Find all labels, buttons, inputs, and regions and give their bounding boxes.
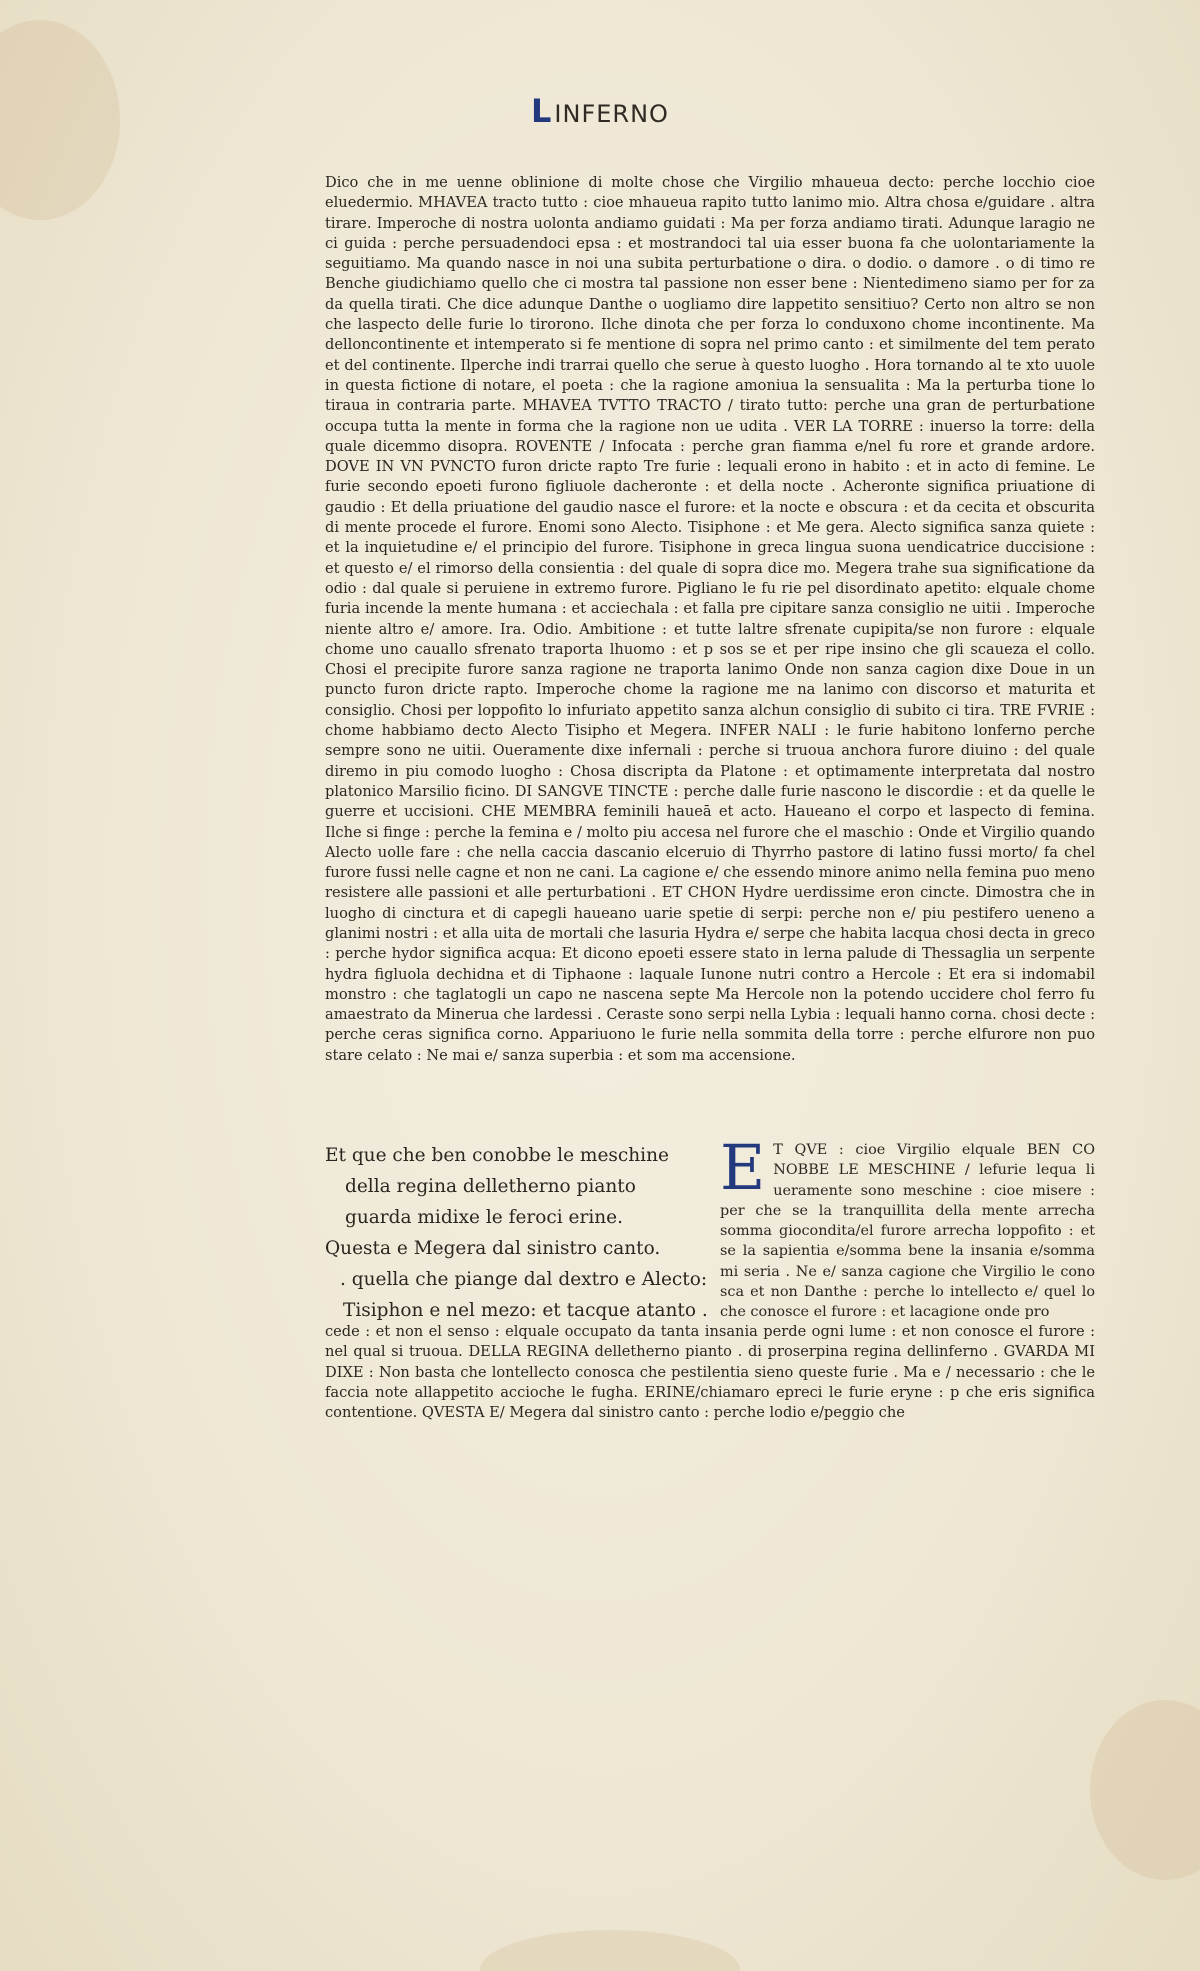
verse-line: della regina delletherno pianto bbox=[345, 1176, 636, 1197]
verse-line: Questa e Megera dal sinistro canto. bbox=[325, 1238, 661, 1259]
commentary-right-text: T QVE : cioe Virgilio elquale BEN CO NOBBE LE MESCHINE / lefurie lequa li ueramente sono meschine : cioe misere : per che se la tranquillita della mente arrecha somma giocondita/el furore arrecha loppofito : et se la sapientia e/somma bene la insania e/somma mi seria . Ne e/ sanza cagione che Virgilio le cono sca et non Danthe : perche lo intellecto e/ quel lo che conosce el furore : et lacagione onde pro bbox=[720, 1142, 1095, 1321]
header-title: INFERNO bbox=[554, 100, 669, 128]
header-initial: L bbox=[531, 92, 553, 130]
verse-line: Et que che ben conobbe le meschine bbox=[325, 1145, 669, 1166]
commentary-right bbox=[720, 1131, 1095, 1323]
page-header bbox=[0, 92, 1200, 130]
verse-line: guarda midixe le feroci erine. bbox=[345, 1207, 623, 1228]
paper-stain bbox=[480, 1930, 740, 1971]
commentary-bottom: cede : et non el senso : elquale occupato da tanta insania perde ogni lume : et non conosce el furore : nel qual si truoua. DELLA REGINA delletherno pianto . di proserpina regina dellinferno . GVARDA MI DIXE : Non basta che lontellecto conosca che pestilentia sieno queste furie . Ma e / necessario : che le faccia note allappetito accioche le fugha. ERINE/chiamaro epreci le furie eryne : p che eris significa contentione. QVESTA E/ Megera dal sinistro canto : perche lodio e/peggio che bbox=[325, 1323, 1095, 1422]
paper-stain bbox=[1090, 1700, 1200, 1880]
verse-line: Tisiphon e nel mezo: et tacque atanto . bbox=[343, 1300, 708, 1321]
verse-block bbox=[325, 1140, 715, 1326]
verse-line: . quella che piange dal dextro e Alecto: bbox=[340, 1269, 708, 1290]
dropcap-initial: E bbox=[720, 1131, 766, 1204]
commentary-main: Dico che in me uenne oblinione di molte chose che Virgilio mhaueua decto: perche locchio cioe eluedermio. MHAVEA tracto tutto : cioe mhaueua rapito tutto lanimo mio. Altra chosa e/guidare . altra tirare. Imperoche di nostra uolonta andiamo guidati : Ma per forza andiamo tirati. Adunque laragio ne ci guida : perche persuadendoci epsa : et mostrandoci tal uia esser buona fa che uolontariamente la seguitiamo. Ma quando nasce in noi una subita perturbatione o dira. o dodio. o damore . o di timo re Benche giudichiamo quello che ci mostra tal passione non esser bene : Nientedimeno siamo per for za da quella tirati. Che dice adunque Danthe o uogliamo dire lappetito sensitiuo? Certo non altro se non che laspecto delle furie lo tirorono. Ilche dinota che per forza lo conduxono chome incontinente. Ma delloncontinente et intemperato si fe mentione di sopra nel primo canto : et similmente del tem perato et del continente. Ilperche indi trarrai quello che serue à questo luogho . Hora tornando al te xto uuole in questa fictione di notare, el poeta : che la ragione amoniua la sensualita : Ma la perturba tione lo tiraua in contraria parte. MHAVEA TVTTO TRACTO / tirato tutto: perche una gran de perturbatione occupa tutta la mente in forma che la ragione non ue udita . VER LA TORRE : inuerso la torre: della quale dicemmo disopra. ROVENTE / Infocata : perche gran fiamma e/nel fu rore et grande ardore. DOVE IN VN PVNCTO furon dricte rapto Tre furie : lequali erono in habito : et in acto di femine. Le furie secondo epoeti furono figliuole dacheronte : et della nocte . Acheronte significa priuatione di gaudio : Et della priuatione del gaudio nasce el furore: et la nocte e obscura : et da cecita et obscurita di mente procede el furore. Enomi sono Alecto. Tisiphone : et Me gera. Alecto significa sanza quiete : et la inquietudine e/ el principio del furore. Tisiphone in greca lingua suona uendicatrice duccisione : et questo e/ el rimorso della consientia : del quale di sopra dice mo. Megera trahe sua significatione da odio : dal quale si peruiene in extremo furore. Pigliano le fu rie pel disordinato apetito: elquale chome furia incende la mente humana : et acciechala : et falla pre cipitare sanza consiglio ne uitii . Imperoche niente altro e/ amore. Ira. Odio. Ambitione : et tutte laltre sfrenate cupipita/se non furore : elquale chome uno cauallo sfrenato traporta lhuomo : et p sos se et per ripe insino che gli scaueza el collo. Chosi el precipite furore sanza ragione ne traporta lanimo Onde non sanza cagion dixe Doue in un puncto furon dricte rapto. Imperoche chome la ragione me na lanimo con discorso et maturita et consiglio. Chosi per loppofito lo infuriato appetito sanza alchun consiglio di subito ci tira. TRE FVRIE : chome habbiamo decto Alecto Tisipho et Megera. INFER NALI : le furie habitono lonferno perche sempre sono ne uitii. Oueramente dixe infernali : perche si truoua anchora furore diuino : del quale diremo in piu comodo luogho : Chosa discripta da Platone : et optimamente interpretata dal nostro platonico Marsilio ficino. DI SANGVE TINCTE : perche dalle furie nascono le discordie : et da quelle le guerre et uccisioni. CHE MEMBRA feminili haueā et acto. Haueano el corpo et laspecto di femina. Ilche si finge : perche la femina e / molto piu accesa nel furore che el maschio : Onde et Virgilio quando Alecto uolle fare : che nella caccia dascanio elceruio di Thyrrho pastore di latino fussi morto/ fa chel furore fussi nelle cagne et non ne cani. La cagione e/ che essendo minore animo nella femina puo meno resistere alle passioni et alle perturbationi . ET CHON Hydre uerdissime eron cincte. Dimostra che in luogho di cinctura et di capegli haueano uarie spetie di serpi: perche non e/ piu pestifero ueneno a glanimi nostri : et alla uita de mortali che lasuria Hydra e/ serpe che habita lacqua chosi decta in greco : perche hydor significa acqua: Et dicono epoeti essere stato in lerna palude di Thessaglia un serpente hydra figluola dechidna et di Tiphaone : laquale Iunone nutri contro a Hercole : Et era si indomabil monstro : che taglatogli un capo ne nascena septe Ma Hercole non la potendo uccidere chol ferro fu amaestrato da Minerua che lardessi . Ceraste sono serpi nella Lybia : lequali hanno corna. chosi decte : perche ceras significa corno. Appariuono le furie nella sommita della torre : perche elfurore non puo stare celato : Ne mai e/ sanza superbia : et som ma accensione. bbox=[325, 174, 1095, 1064]
